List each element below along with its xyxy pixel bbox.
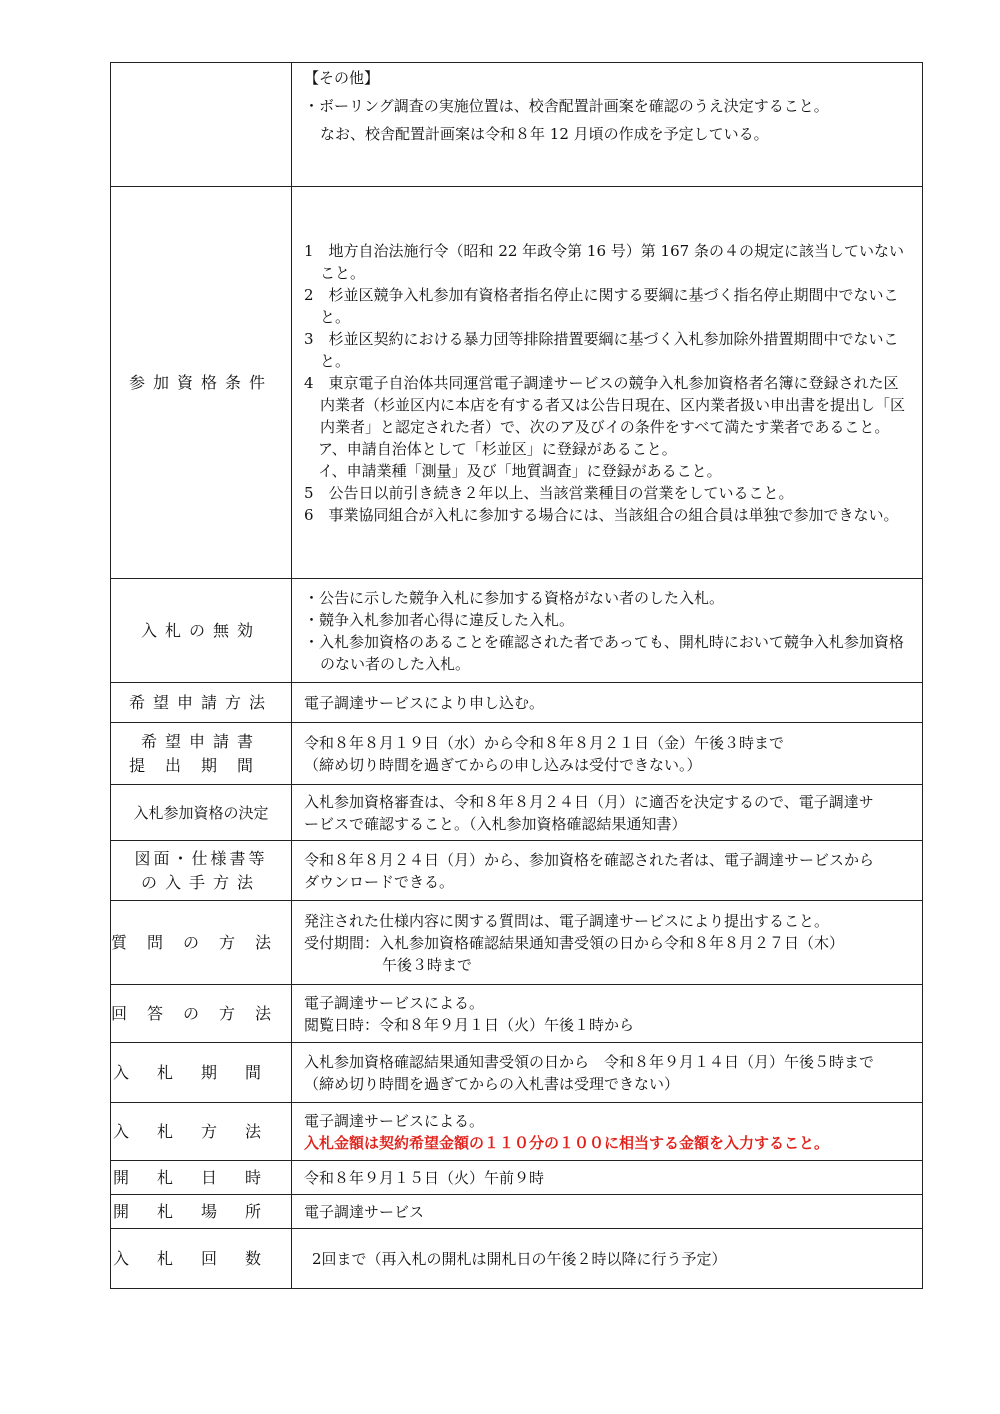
question-line1: 発注された仕様内容に関する質問は、電子調達サービスにより提出すること。 bbox=[304, 911, 830, 930]
other-line2: なお、校舎配置計画案は令和８年 12 月頃の作成を予定している。 bbox=[320, 125, 769, 143]
value-drawings bbox=[292, 841, 923, 901]
invalid-item-3: ・入札参加資格のあることを確認された者であっても、開札時において競争入札参加資格のない者のした入札。 bbox=[304, 632, 904, 673]
value-other bbox=[292, 63, 923, 187]
label-open-date: 開札日時 bbox=[111, 1161, 292, 1195]
bid-method-emphasis: 入札金額は契約希望金額の１１０分の１００に相当する金額を入力すること。 bbox=[304, 1133, 830, 1152]
label-qualification: 参加資格条件 bbox=[111, 187, 292, 579]
row-apply-period bbox=[111, 723, 923, 785]
qual-item-4a: ア、申請自治体として「杉並区」に登録があること。 bbox=[318, 439, 677, 458]
qual-item-5: 5 公告日以前引き続き２年以上、当該営業種目の営業をしていること。 bbox=[304, 483, 794, 502]
value-apply-period bbox=[292, 723, 923, 785]
value-bid-count: 2回まで（再入札の開札は開札日の午後２時以降に行う予定） bbox=[292, 1229, 923, 1289]
answer-line2: 閲覧日時：令和８年９月１日（火）午後１時から bbox=[304, 1015, 635, 1034]
qual-item-4: 4 東京電子自治体共同運営電子調達サービスの競争入札参加資格者名簿に登録された区内業者（杉並区内に本店を有する者又は公告日現在、区内業者扱い申出書を提出し「区内業者」と認定された者）で、次のア及びイの条件をすべて満たす業者であること。 bbox=[304, 373, 906, 436]
invalid-item-1: ・公告に示した競争入札に参加する資格がない者のした入札。 bbox=[304, 588, 725, 607]
row-bid-period bbox=[111, 1043, 923, 1103]
label-bid-count: 入札回数 bbox=[111, 1229, 292, 1289]
bid-method-line1: 電子調達サービスによる。 bbox=[304, 1111, 485, 1130]
value-qualification bbox=[292, 187, 923, 579]
row-open-date bbox=[111, 1161, 923, 1195]
other-line1: ・ボーリング調査の実施位置は、校舎配置計画案を確認のうえ決定すること。 bbox=[304, 97, 829, 115]
row-apply-method bbox=[111, 683, 923, 723]
apply-period-line2: （締め切り時間を過ぎてからの申し込みは受付できない。） bbox=[304, 755, 702, 774]
label-decision: 入札参加資格の決定 bbox=[111, 785, 292, 841]
label-invalid: 入札の無効 bbox=[111, 579, 292, 683]
invalid-item-2: ・競争入札参加者心得に違反した入札。 bbox=[304, 610, 575, 629]
value-bid-period bbox=[292, 1043, 923, 1103]
row-qualification bbox=[111, 187, 923, 579]
label-apply-method: 希望申請方法 bbox=[111, 683, 292, 723]
row-other bbox=[111, 63, 923, 187]
decision-line1: 入札参加資格審査は、令和８年８月２４日（月）に適否を決定するので、電子調達サ bbox=[304, 792, 874, 811]
label-apply-period: 希望申請書 提出期間 bbox=[111, 723, 292, 785]
label-open-place: 開札場所 bbox=[111, 1195, 292, 1229]
value-apply-method: 電子調達サービスにより申し込む。 bbox=[292, 683, 923, 723]
value-question bbox=[292, 901, 923, 985]
tender-conditions-table bbox=[110, 62, 923, 1289]
value-invalid bbox=[292, 579, 923, 683]
label-question: 質問の方法 bbox=[111, 901, 292, 985]
bid-period-line1: 入札参加資格確認結果通知書受領の日から 令和８年９月１４日（月）午後５時まで bbox=[304, 1052, 875, 1071]
label-empty bbox=[111, 63, 292, 187]
qual-item-4i: イ、申請業種「測量」及び「地質調査」に登録があること。 bbox=[318, 461, 722, 480]
qual-item-2: 2 杉並区競争入札参加有資格者指名停止に関する要綱に基づく指名停止期間中でないこと。 bbox=[304, 285, 899, 326]
other-heading: 【その他】 bbox=[304, 69, 380, 87]
value-answer bbox=[292, 985, 923, 1043]
row-bid-count bbox=[111, 1229, 923, 1289]
row-open-place bbox=[111, 1195, 923, 1229]
question-line3: 午後３時まで bbox=[382, 955, 473, 974]
question-line2: 受付期間：入札参加資格確認結果通知書受領の日から令和８年８月２７日（木） bbox=[304, 933, 845, 952]
row-decision bbox=[111, 785, 923, 841]
qual-item-1: 1 地方自治法施行令（昭和 22 年政令第 16 号）第 167 条の４の規定に該当していないこと。 bbox=[304, 241, 904, 282]
bid-period-line2: （締め切り時間を過ぎてからの入札書は受理できない） bbox=[304, 1074, 680, 1093]
label-bid-period: 入札期間 bbox=[111, 1043, 292, 1103]
row-answer bbox=[111, 985, 923, 1043]
label-bid-method: 入札方法 bbox=[111, 1103, 292, 1161]
row-drawings bbox=[111, 841, 923, 901]
value-decision bbox=[292, 785, 923, 841]
row-question bbox=[111, 901, 923, 985]
label-drawings: 図面・仕様書等 の入手方法 bbox=[111, 841, 292, 901]
apply-period-line1: 令和８年８月１９日（水）から令和８年８月２１日（金）午後３時まで bbox=[304, 733, 785, 752]
drawings-line2: ダウンロードできる。 bbox=[304, 872, 455, 891]
value-open-place: 電子調達サービス bbox=[292, 1195, 923, 1229]
value-bid-method bbox=[292, 1103, 923, 1161]
qual-item-3: 3 杉並区契約における暴力団等排除措置要綱に基づく入札参加除外措置期間中でないこと。 bbox=[304, 329, 899, 370]
value-open-date: 令和８年９月１５日（火）午前９時 bbox=[292, 1161, 923, 1195]
row-invalid bbox=[111, 579, 923, 683]
row-bid-method bbox=[111, 1103, 923, 1161]
qual-item-6: 6 事業協同組合が入札に参加する場合には、当該組合の組合員は単独で参加できない。 bbox=[304, 505, 899, 524]
decision-line2: ービスで確認すること。（入札参加資格確認結果通知書） bbox=[304, 814, 687, 833]
answer-line1: 電子調達サービスによる。 bbox=[304, 993, 485, 1012]
drawings-line1: 令和８年８月２４日（月）から、参加資格を確認された者は、電子調達サービスから bbox=[304, 850, 875, 869]
label-answer: 回答の方法 bbox=[111, 985, 292, 1043]
